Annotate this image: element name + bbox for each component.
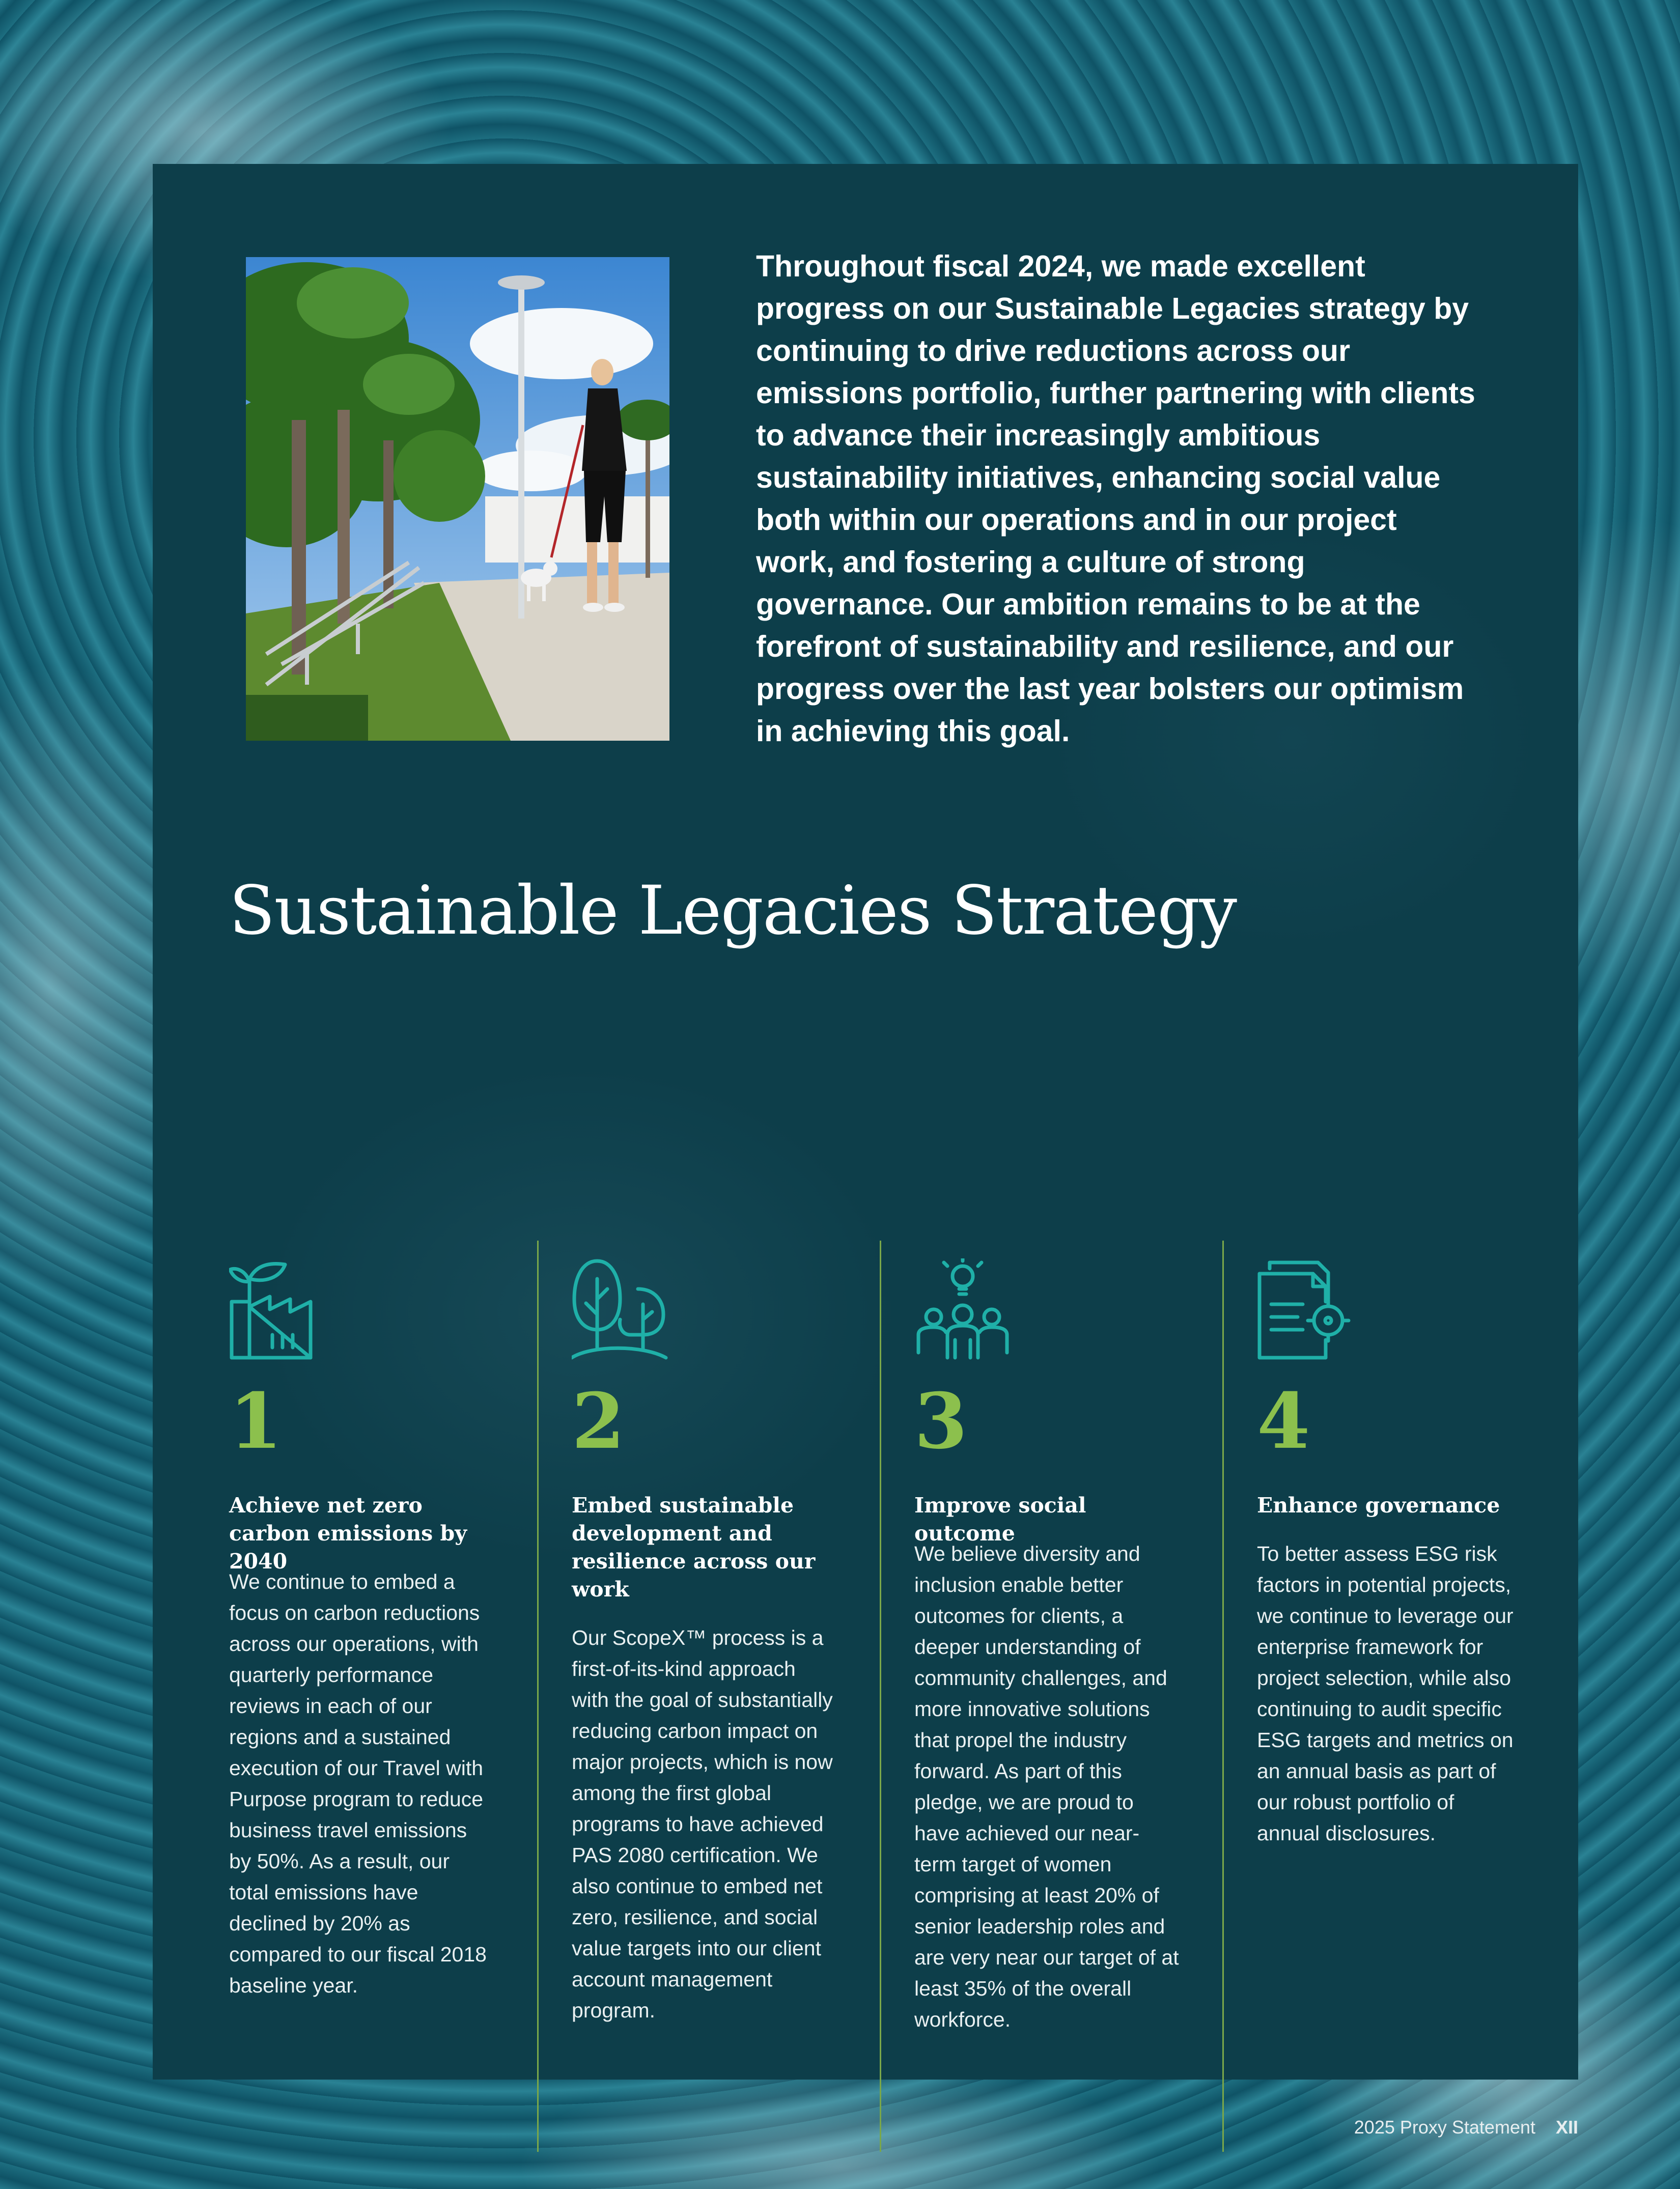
pillar-number: 3	[914, 1377, 968, 1466]
column-divider	[1222, 1241, 1224, 2152]
document-target-icon	[1257, 1258, 1354, 1360]
section-title: Sustainable Legacies Strategy	[229, 872, 1237, 950]
page-number: XII	[1555, 2117, 1578, 2138]
pillar-number: 4	[1257, 1377, 1310, 1466]
factory-sprout-icon	[229, 1258, 326, 1360]
pillar-heading: Enhance governance	[1257, 1493, 1500, 1518]
column-divider	[880, 1241, 881, 2152]
pillar-number: 2	[572, 1377, 625, 1466]
pillar-body: Our ScopeX™ process is a first-of-its-kind approach with the goal of substantially reducing carbon impact on major projects, which is now among the first global programs to have achieved PAS 2080 certification. We also continue to embed net zero, resilience, and social value targets into our client account management program.	[572, 1626, 833, 2022]
column-divider	[537, 1241, 539, 2152]
pillar-heading: Improve social outcome	[914, 1493, 1086, 1546]
page-footer	[1354, 2117, 1578, 2138]
trees-icon	[572, 1258, 668, 1360]
park-walk-photo	[246, 257, 669, 741]
pillar-body: We believe diversity and inclusion enable better outcomes for clients, a deeper understanding of community challenges, and more innovative solutions that propel the industry forward. As part of this pledge, we are proud to have achieved our near-term target of women comprising at least 20% of senior leadership roles and are very near our target of at least 35% of the overall workforce.	[914, 1542, 1179, 2031]
document-name: 2025 Proxy Statement	[1354, 2117, 1535, 2138]
pillar-heading: Achieve net zero carbon emissions by 2040	[229, 1493, 467, 1574]
pillar-heading: Embed sustainable development and resilience across our work	[572, 1493, 816, 1602]
pillar-body: We continue to embed a focus on carbon reductions across our operations, with quarterly performance reviews in each of our regions and a sustained execution of our Travel with Purpose program to reduce business travel emissions by 50%. As a result, our total emissions have declined by 20% as compared to our fiscal 2018 baseline year.	[229, 1570, 487, 1997]
pillar-number: 1	[229, 1377, 283, 1466]
content-panel	[153, 164, 1578, 2080]
intro-paragraph: Throughout fiscal 2024, we made excellent progress on our Sustainable Legacies strategy by continuing to drive reductions across our emissions portfolio, further partnering with clients to advance their increasingly ambitious sustainability initiatives, enhancing social value both within our operations and in our project work, and fostering a culture of strong governance. Our ambition remains to be at the forefront of sustainability and resilience, and our progress over the last year bolsters our optimism in achieving this goal.	[756, 249, 1475, 748]
people-lightbulb-icon	[914, 1258, 1011, 1360]
pillar-body: To better assess ESG risk factors in potential projects, we continue to leverage our enterprise framework for project selection, while also continuing to audit specific ESG targets and metrics on an annual basis as part of our robust portfolio of annual disclosures.	[1257, 1542, 1514, 1845]
